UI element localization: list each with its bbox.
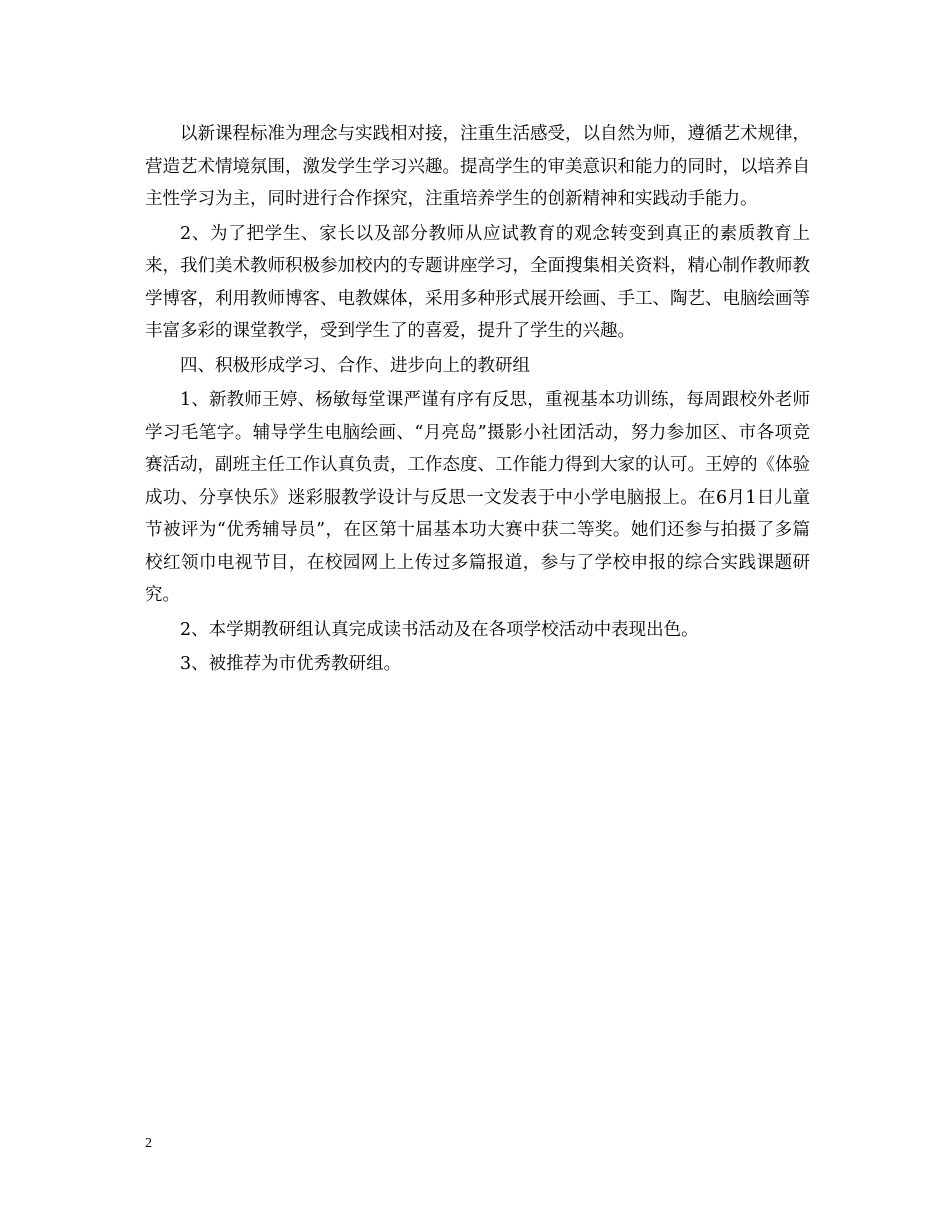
paragraph-quality-education: 2、为了把学生、家长以及部分教师从应试教育的观念转变到真正的素质教育上来，我们美术教师积极参加校内的专题讲座学习，全面搜集相关资料，精心制作教师教学博客，利用教师博客、电教媒体，采用多种形式展开绘画、手工、陶艺、电脑绘画等丰富多彩的课堂教学，受到学生了的喜爱，提升了学生的兴趣。 bbox=[145, 223, 810, 341]
paragraph-art-teaching-philosophy: 以新课程标准为理念与实践相对接，注重生活感受，以自然为师，遵循艺术规律，营造艺术情境氛围，激发学生学习兴趣。提高学生的审美意识和能力的同时，以培养自主性学习为主，同时进行合作探究，注重培养学生的创新精神和实践动手能力。 bbox=[145, 124, 810, 209]
page-number: 2 bbox=[145, 1136, 152, 1151]
paragraph-excellent-group: 3、被推荐为市优秀教研组。 bbox=[180, 654, 402, 674]
section-heading-research-group: 四、积极形成学习、合作、进步向上的教研组 bbox=[180, 355, 530, 376]
paragraph-reading-activities: 2、本学期教研组认真完成读书活动及在各项学校活动中表现出色。 bbox=[180, 619, 699, 640]
document-body bbox=[145, 118, 810, 683]
paragraph-new-teachers: 1、新教师王婷、杨敏每堂课严谨有序有反思，重视基本功训练，每周跟校外老师学习毛笔字。辅导学生电脑绘画、“月亮岛”摄影小社团活动，努力参加区、市各项竞赛活动，副班主任工作认真负责，工作态度、工作能力得到大家的认可。王婷的《体验成功、分享快乐》迷彩服教学设计与反思一文发表于中小学电脑报上。在6月1日儿童节被评为“优秀辅导员”，在区第十届基本功大赛中获二等奖。她们还参与拍摄了多篇校红领巾电视节目，在校园网上上传过多篇报道，参与了学校申报的综合实践课题研究。 bbox=[145, 390, 810, 605]
